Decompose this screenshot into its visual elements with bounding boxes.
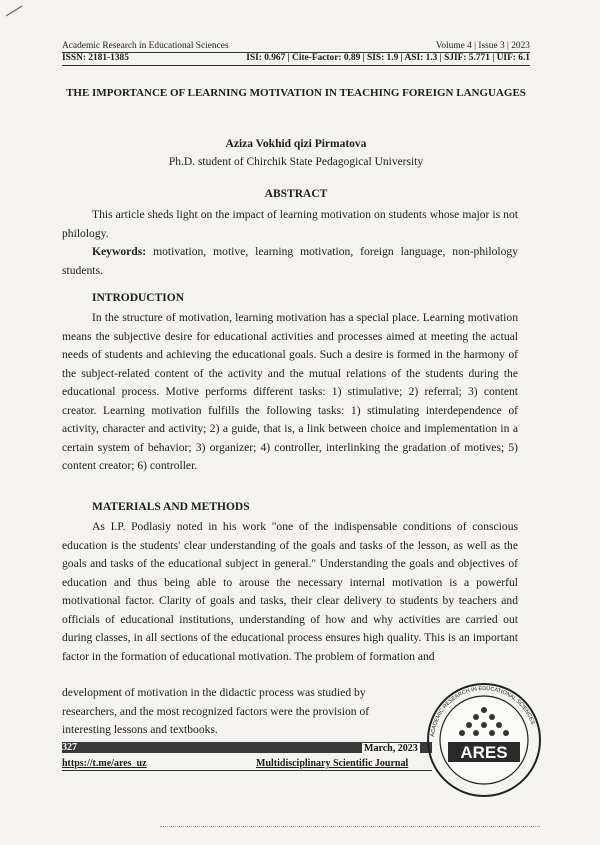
keywords-label: Keywords: [92, 245, 147, 258]
header-row-bottom [62, 53, 530, 63]
scan-corner-mark [4, 4, 24, 18]
logo-text: ARES [460, 743, 508, 762]
keywords-paragraph [62, 243, 518, 280]
abstract-heading: ABSTRACT [264, 188, 328, 200]
journal-name: Academic Research in Educational Sciences [62, 41, 229, 51]
methods-text: As I.P. Podlasiy noted in his work "one of the indispensable conditions of conscious education is the students' clear understanding of the goals and tasks of the lesson, as well as the goals and tasks of the educational subject in general." Understanding the goals and objectives of education and thus being able to arouse the necessary internal motivation is a powerful motivational factor. Clarity of goals and tasks, their clear delivery to students by teachers and officials of educational institutions, understanding of how and why activities are carried out during classes, in all sections of the educational process ensures high quality. This is an important factor in the formation of educational motivation. The problem of formation and [62, 520, 518, 663]
footer-rule [62, 770, 432, 771]
telegram-link[interactable]: https://t.me/ares_uz [62, 758, 147, 769]
author-affiliation: Ph.D. student of Chirchik State Pedagogical University [168, 156, 424, 168]
author-name: Aziza Vokhid qizi Pirmatova [225, 138, 367, 150]
header-rule-bottom [62, 65, 530, 66]
issn: ISSN: 2181-1385 [62, 53, 129, 63]
logo-ring-text: ACADEMIC RESEARCH IN EDUCATIONAL SCIENCES [430, 685, 536, 738]
header-row-top [62, 41, 530, 51]
volume-issue: Volume 4 | Issue 3 | 2023 [435, 41, 530, 51]
journal-type: Multidisciplinary Scientific Journal [256, 758, 409, 769]
methods-text-continued: development of motivation in the didactic process was studied by researchers, and the most recognized factors were the provision of interesting lessons and textbooks. [62, 686, 370, 736]
keywords-list: motivation, motive, learning motivation, foreign language, non-philology students. [62, 245, 518, 277]
ares-logo [424, 680, 544, 800]
methods-heading: MATERIALS AND METHODS [92, 501, 250, 513]
issue-date: March, 2023 [364, 743, 418, 754]
introduction-text: In the structure of motivation, learning motivation has a special place. Learning motivation means the subjective desire for educational activities and processes aimed at meeting the actual needs of students and achieving the educational goals. Such a desire is formed in the harmony of the subject-related content of the activity and the mutual relations of the students during the educational process. Motive performs different tasks: 1) stimulative; 2) referral; 3) content creator. Learning motivation fulfills the following tasks: 1) stimulating interdependence of activity, character and activity; 2) a guide, that is, a link between choice and implementation in a certain system of behavior; 3) organizer; 4) controller, interlinking the gradation of motives; 5) content creator; 6) controller. [62, 311, 518, 472]
scan-artifact-line [160, 826, 540, 827]
page-number: 327 [62, 742, 77, 753]
introduction-heading: INTRODUCTION [92, 292, 185, 304]
article-title: THE IMPORTANCE OF LEARNING MOTIVATION IN TEACHING FOREIGN LANGUAGES [66, 87, 526, 99]
abstract-text: This article sheds light on the impact of learning motivation on students whose major is not philology. [62, 208, 518, 240]
indices: ISI: 0.967 | Cite-Factor: 0.89 | SIS: 1.9 | ASI: 1.3 | SJIF: 5.771 | UIF: 6.1 [246, 53, 530, 63]
